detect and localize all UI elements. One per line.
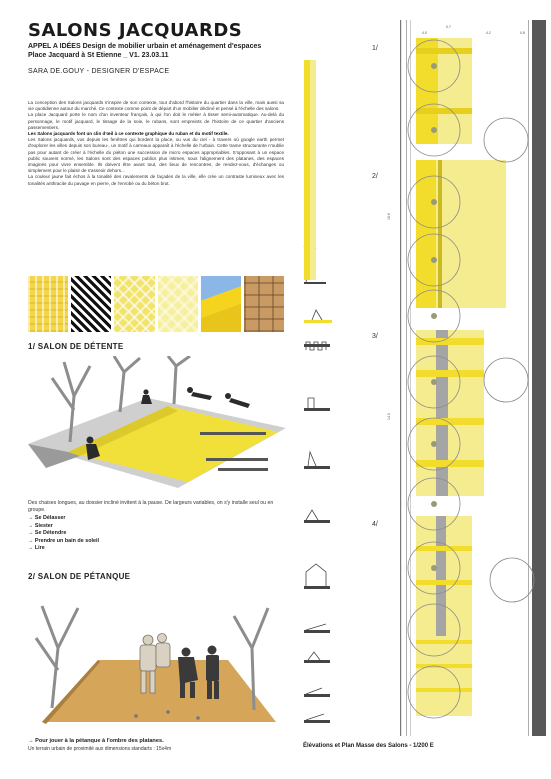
list-item: → Se Détendre	[28, 530, 99, 538]
intro-paragraph: La place Jacquard porte le nom d'un inventeur français, à qui l'on doit le métier à tisser semi-automatique. Au-delà du personnage, le motif jacquard, le tissage de la soie, le rubans, sont empreints de l'histoire de ce quartier d'anciens passementiers.	[28, 112, 284, 130]
section-heading-detente: 1/ SALON DE DÉTENTE	[28, 342, 124, 351]
pale-jacquard-image	[158, 276, 198, 332]
plan-marker-4: 4/	[372, 521, 378, 528]
yellow-tartan-image	[28, 276, 68, 332]
detente-illustration	[28, 356, 286, 492]
intro-paragraph-emphasis: Les Salons jacquards font un clin d'œil à ce contexte graphique du ruban et du motif textile.	[28, 131, 229, 137]
intro-paragraph: La conception des Salons jacquards s'inspire de son contexte, tout d'abord l'histoire du quartier dans la ville, mais aussi sa vie quotidienne autour du marché. Ce contexte comme point de départ d'un mobilier décliné et pensé à l'échelle des salons.	[28, 100, 284, 112]
petanque-illustration	[28, 588, 286, 732]
houndstooth-image	[71, 276, 111, 332]
page-subtitle	[28, 42, 298, 60]
inspiration-images	[28, 276, 284, 332]
list-item: → Lire	[28, 545, 99, 553]
dimension-label: 0.8	[520, 31, 525, 35]
list-item: → Se Délasser	[28, 515, 99, 523]
plan-marker-2: 2/	[372, 173, 378, 180]
building-facade-image	[244, 276, 284, 332]
yellow-facade-image	[201, 276, 241, 332]
dimension-label: 16.6	[387, 213, 391, 220]
intro-paragraph: La couleur jaune fait échos à la tonalité des ravalements de façades de la ville, elle crée un contraste lumineux avec les tonalités anthracite du pavage en pierre, de l'enrobé ou du béton brut.	[28, 174, 284, 186]
subtitle-line-1: APPEL A IDÉES Design de mobilier urbain et aménagement d'espaces	[28, 43, 262, 50]
petanque-bullet: → Pour jouer à la pétanque à l'ombre des platanes.	[28, 738, 164, 744]
petanque-note: Un terrain urbain de proximité aux dimensions standarts : 15x4m	[28, 746, 172, 752]
dimension-label: 0.7	[446, 25, 451, 29]
plan-marker-3: 3/	[372, 333, 378, 340]
subtitle-line-2: Place Jacquard à St Etienne _ V1. 23.03.11	[28, 52, 169, 59]
intro-text	[28, 100, 284, 187]
yellow-weave-image	[114, 276, 154, 332]
plan-caption: Élévations et Plan Masse des Salons - 1/200 E	[303, 743, 434, 749]
list-item: → Siester	[28, 523, 99, 531]
detente-activities-list	[28, 515, 99, 553]
intro-paragraph: Les Salons jacquards, vus depuis les fenêtres qui bordent la place, ou vus du ciel - à travers où google earth permet d'explorer les villes depuis son bureau-, un motif à carreaux apparaît à l'échelle de l'urbain. Cette trame structurante n'oublie pas pour autant de créer à l'échelle du piéton une succession de micro espaces appropriables. S'opposant à un espace public souvent normé, les Salons sont des espaces publics plus intimes, sous l'alignement des platanes, des espaces imaginés pour vivre ensemble. Ils doivent être avant tout, des lieux de rencontres, de rendez-vous, d'échanges ou simplement pour le plaisir de s'asseoir dehors...	[28, 137, 284, 174]
detente-description: Des chaises longues, au dossier incliné invitent à la pause. De largeurs variables, on s'y installe seul ou en groupe.	[28, 500, 274, 513]
author-credit: SARA DE.GOUY - DESIGNER D'ESPACE	[28, 68, 170, 75]
dimension-label: 4.2	[486, 31, 491, 35]
plan-marker-1: 1/	[372, 45, 378, 52]
dimension-label: 4.0	[422, 31, 427, 35]
section-heading-petanque: 2/ SALON DE PÉTANQUE	[28, 572, 131, 581]
site-plan-drawing	[298, 20, 546, 736]
page-title: SALONS JACQUARDS	[28, 20, 243, 41]
list-item: → Prendre un bain de soleil	[28, 538, 99, 546]
dimension-label: 14.0	[387, 413, 391, 420]
